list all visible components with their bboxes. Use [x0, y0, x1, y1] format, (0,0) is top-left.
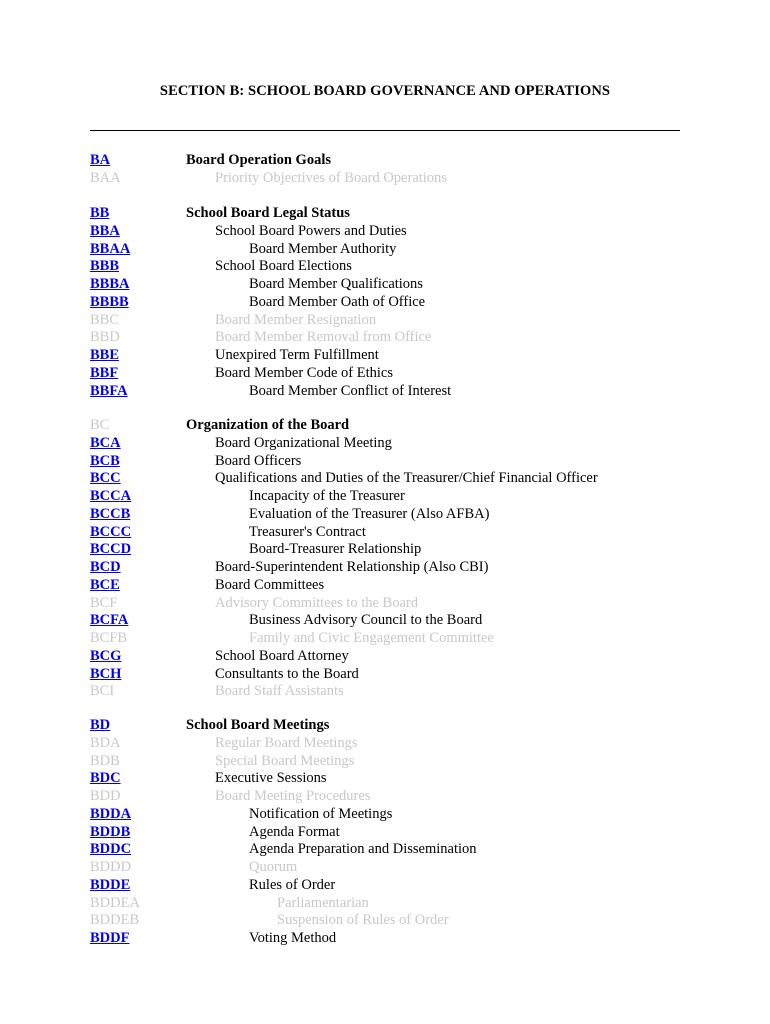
policy-title: Incapacity of the Treasurer [249, 488, 405, 504]
index-row [0, 612, 770, 630]
index-row [0, 666, 770, 684]
policy-code-bci: BCI [90, 683, 115, 700]
policy-title: Board Member Resignation [215, 311, 377, 328]
policy-title: Regular Board Meetings [215, 734, 358, 751]
policy-title: Priority Objectives of Board Operations [215, 169, 447, 186]
index-row [0, 223, 770, 241]
policy-code-bd[interactable]: BD [90, 717, 111, 733]
policy-code-bdb: BDB [90, 752, 120, 769]
policy-title: Consultants to the Board [215, 665, 359, 682]
policy-code-bca[interactable]: BCA [90, 434, 121, 451]
policy-code-bccd[interactable]: BCCD [90, 541, 132, 558]
index-row [0, 365, 770, 383]
policy-code-bbe[interactable]: BBE [90, 347, 120, 363]
index-row [0, 577, 770, 595]
policy-title: School Board Attorney [215, 647, 349, 664]
index-row [0, 417, 770, 435]
index-row [0, 205, 770, 223]
index-row [0, 470, 770, 488]
policy-code-bbc: BBC [90, 311, 120, 328]
index-row [0, 276, 770, 294]
policy-code-bdde[interactable]: BDDE [90, 876, 131, 893]
policy-code-bcca[interactable]: BCCA [90, 488, 132, 504]
index-row [0, 488, 770, 506]
index-row [0, 735, 770, 753]
policy-title: School Board Elections [215, 258, 352, 275]
policy-title: Board Member Removal from Office [215, 329, 432, 346]
index-row [0, 453, 770, 471]
index-row [0, 770, 770, 788]
policy-code-bdda[interactable]: BDDA [90, 805, 132, 822]
index-row [0, 895, 770, 913]
policy-title: Agenda Format [249, 823, 340, 840]
policy-code-bdc[interactable]: BDC [90, 770, 121, 787]
policy-title: Qualifications and Duties of the Treasurer/Chief Financial Officer [215, 470, 598, 487]
policy-title: Evaluation of the Treasurer (Also AFBA) [249, 505, 490, 522]
index-row [0, 753, 770, 771]
index-row [0, 859, 770, 877]
policy-code-bddb[interactable]: BDDB [90, 823, 131, 840]
policy-code-bba[interactable]: BBA [90, 222, 120, 239]
policy-title: Board Committees [215, 576, 325, 593]
index-row [0, 559, 770, 577]
policy-code-bddea: BDDEA [90, 894, 140, 911]
policy-title: School Board Meetings [186, 717, 330, 733]
index-row [0, 152, 770, 170]
policy-code-bddc[interactable]: BDDC [90, 841, 132, 858]
policy-code-bbaa[interactable]: BBAA [90, 240, 131, 257]
policy-code-bcb[interactable]: BCB [90, 452, 120, 469]
policy-code-bb[interactable]: BB [90, 205, 110, 221]
index-row [0, 170, 770, 188]
index-row [0, 312, 770, 330]
index-row [0, 506, 770, 524]
index-row [0, 683, 770, 701]
policy-title: Executive Sessions [215, 770, 327, 787]
policy-title: Quorum [249, 859, 298, 875]
policy-title: Board-Treasurer Relationship [249, 541, 422, 558]
policy-code-bbfa[interactable]: BBFA [90, 382, 128, 399]
index-row [0, 347, 770, 365]
index-row [0, 788, 770, 806]
policy-code-bbbb[interactable]: BBBB [90, 293, 129, 310]
policy-title: Parliamentarian [277, 894, 369, 911]
index-row [0, 329, 770, 347]
index-row [0, 383, 770, 401]
policy-code-bcfa[interactable]: BCFA [90, 612, 129, 629]
index-row [0, 258, 770, 276]
policy-title: Board Staff Assistants [215, 683, 344, 700]
index-row [0, 717, 770, 735]
policy-title: Treasurer's Contract [249, 523, 366, 540]
policy-code-bddf[interactable]: BDDF [90, 930, 130, 946]
section-title: SECTION B: SCHOOL BOARD GOVERNANCE AND OPERATIONS [159, 83, 611, 99]
policy-title: Board Member Oath of Office [249, 293, 426, 310]
index-row [0, 435, 770, 453]
index-row [0, 877, 770, 895]
policy-title: Agenda Preparation and Dissemination [249, 841, 477, 858]
policy-code-bcd[interactable]: BCD [90, 559, 121, 575]
policy-code-ba[interactable]: BA [90, 152, 111, 168]
policy-title: Organization of the Board [186, 417, 350, 433]
policy-title: Special Board Meetings [215, 752, 355, 769]
policy-code-bc: BC [90, 417, 110, 433]
policy-title: Board Operation Goals [186, 152, 332, 168]
policy-code-bcfb: BCFB [90, 630, 128, 646]
index-row [0, 241, 770, 259]
index-row [0, 824, 770, 842]
index-row [0, 541, 770, 559]
policy-title: Board Meeting Procedures [215, 788, 371, 804]
policy-title: School Board Legal Status [186, 205, 350, 221]
policy-code-bddd: BDDD [90, 859, 132, 875]
policy-code-bcc[interactable]: BCC [90, 470, 121, 487]
policy-title: Board Organizational Meeting [215, 434, 392, 451]
policy-title: Board Officers [215, 452, 302, 469]
policy-title: School Board Powers and Duties [215, 222, 407, 239]
policy-title: Board Member Authority [249, 240, 397, 257]
policy-code-bch[interactable]: BCH [90, 665, 122, 682]
policy-title: Suspension of Rules of Order [277, 912, 449, 929]
index-row [0, 912, 770, 930]
index-row [0, 648, 770, 666]
policy-code-bcg[interactable]: BCG [90, 647, 122, 664]
index-row [0, 630, 770, 648]
policy-title: Board Member Conflict of Interest [249, 382, 452, 399]
index-row [0, 806, 770, 824]
policy-code-bbba[interactable]: BBBA [90, 276, 130, 292]
policy-title: Notification of Meetings [249, 805, 393, 822]
policy-code-bbd: BBD [90, 329, 120, 346]
policy-code-bce[interactable]: BCE [90, 576, 120, 593]
policy-code-bcf: BCF [90, 594, 118, 611]
policy-code-bccb[interactable]: BCCB [90, 505, 131, 522]
index-row [0, 841, 770, 859]
policy-code-bda: BDA [90, 734, 121, 751]
index-row [0, 524, 770, 542]
policy-title: Board Member Qualifications [249, 276, 423, 292]
policy-code-bccc[interactable]: BCCC [90, 523, 132, 540]
index-row [0, 595, 770, 613]
policy-title: Unexpired Term Fulfillment [215, 347, 379, 363]
policy-code-bdd: BDD [90, 788, 121, 804]
policy-code-bddeb: BDDEB [90, 912, 140, 929]
policy-code-bbf[interactable]: BBF [90, 364, 119, 381]
policy-code-baa: BAA [90, 169, 121, 186]
policy-title: Board-Superintendent Relationship (Also CBI) [215, 559, 489, 575]
policy-code-bbb[interactable]: BBB [90, 258, 120, 275]
policy-title: Advisory Committees to the Board [215, 594, 418, 611]
index-row [0, 930, 770, 948]
index-row [0, 294, 770, 312]
policy-title: Board Member Code of Ethics [215, 364, 393, 381]
policy-title: Business Advisory Council to the Board [249, 612, 483, 629]
policy-title: Voting Method [249, 930, 337, 946]
policy-title: Family and Civic Engagement Committee [249, 630, 494, 646]
policy-title: Rules of Order [249, 876, 336, 893]
